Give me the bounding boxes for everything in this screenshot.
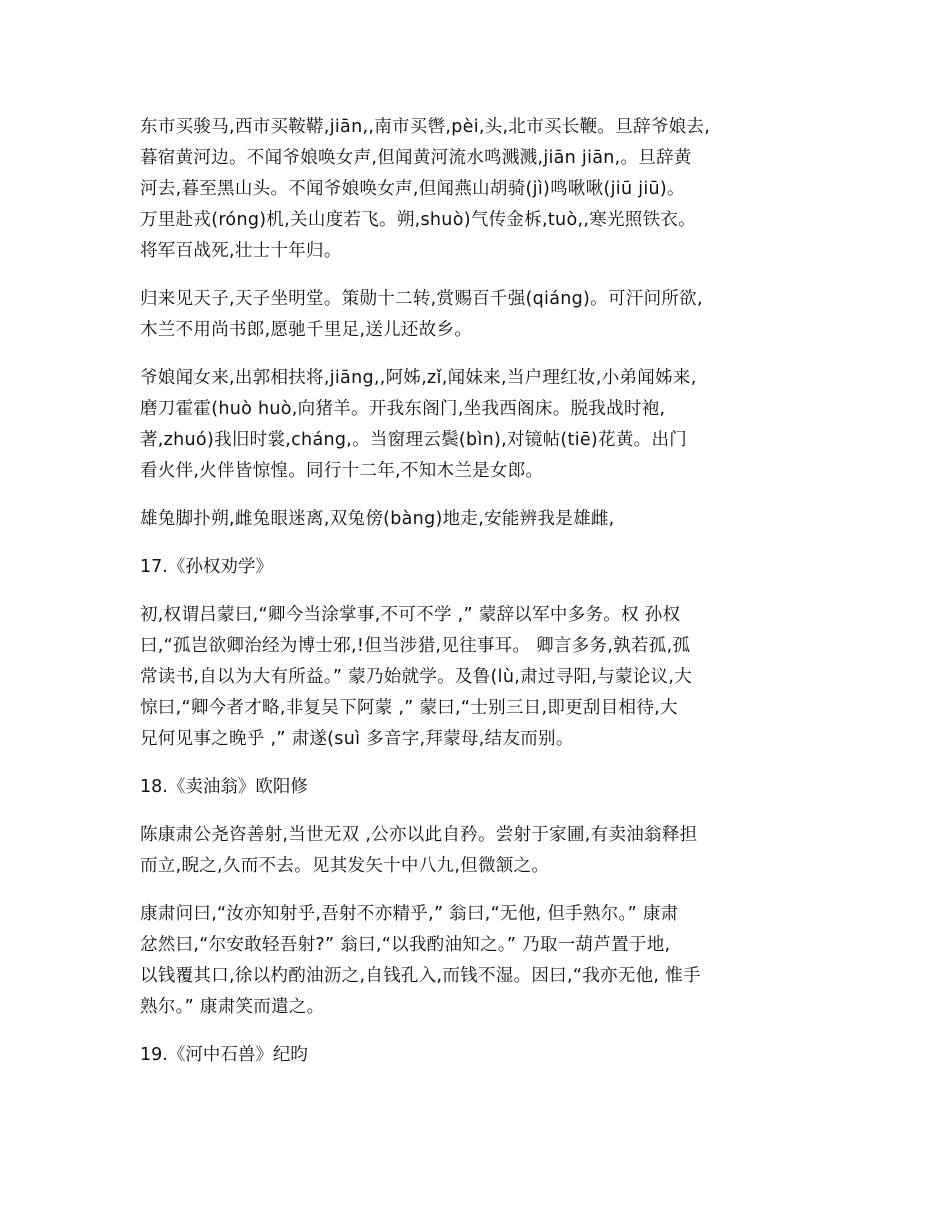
- paragraph-sunquan: [140, 600, 830, 755]
- text-line: 熟尔。” 康肃笑而遣之。: [140, 997, 325, 1017]
- text-line: 东市买骏马,西市买鞍鞯,jiān,,南市买辔,pèi,头,北市买长鞭。旦辞爷娘去,: [140, 117, 711, 137]
- paragraph-oilseller-2: [140, 899, 830, 1023]
- text-line: 爷娘闻女来,出郭相扶将,jiāng,,阿姊,zǐ,闻妹来,当户理红妆,小弟闻姊来,: [140, 368, 697, 388]
- text-line: 河去,暮至黑山头。不闻爷娘唤女声,但闻燕山胡骑(jì)鸣啾啾(jiū jiū)。: [140, 179, 685, 199]
- text-line: 暮宿黄河边。不闻爷娘唤女声,但闻黄河流水鸣溅溅,jiān jiān,。旦辞黄: [140, 148, 692, 168]
- text-line: 看火伴,火伴皆惊惶。同行十二年,不知木兰是女郎。: [140, 461, 544, 481]
- paragraph-mulan-rabbits: [140, 504, 830, 535]
- text-line: 以钱覆其口,徐以杓酌油沥之,自钱孔入,而钱不湿。因曰,“我亦无他, 惟手: [140, 966, 701, 986]
- text-line: 而立,睨之,久而不去。见其发矢十中八九,但微颔之。: [140, 856, 550, 876]
- text-line: 惊曰,“卿今者才略,非复吴下阿蒙 ,” 蒙曰,“士别三日,即更刮目相待,大: [140, 698, 678, 718]
- paragraph-oilseller-1: [140, 820, 830, 882]
- text-line: 万里赴戎(róng)机,关山度若飞。朔,shuò)气传金柝,tuò,,寒光照铁衣。: [140, 210, 696, 230]
- text-line: 将军百战死,壮士十年归。: [140, 241, 342, 261]
- text-line: 忿然曰,“尔安敢轻吾射?” 翁曰,“以我酌油知之。” 乃取一葫芦置于地,: [140, 935, 671, 955]
- text-line: 初,权谓吕蒙曰,“卿今当涂掌事,不可不学 ,” 蒙辞以军中多务。权 孙权: [140, 605, 681, 625]
- text-line: 康肃问曰,“汝亦知射乎,吾射不亦精乎,” 翁曰,“无他, 但手熟尔。” 康肃: [140, 904, 679, 924]
- paragraph-mulan-home: [140, 363, 830, 487]
- text-line: 归来见天子,天子坐明堂。策勋十二转,赏赐百千强(qiáng)。可汗问所欲,: [140, 289, 703, 309]
- document-page: [140, 112, 830, 1088]
- paragraph-mulan-market: [140, 112, 830, 267]
- text-line: 雄兔脚扑朔,雌兔眼迷离,双兔傍(bàng)地走,安能辨我是雄雌,: [140, 509, 615, 529]
- text-line: 陈康肃公尧咨善射,当世无双 ,公亦以此自矜。尝射于家圃,有卖油翁释担: [140, 825, 698, 845]
- text-line: 著,zhuó)我旧时裳,cháng,。当窗理云鬓(bìn),对镜帖(tiē)花黄。出门: [140, 430, 688, 450]
- text-line: 木兰不用尚书郎,愿驰千里足,送儿还故乡。: [140, 320, 473, 340]
- section-heading-18: 18.《卖油翁》欧阳修: [140, 777, 308, 797]
- text-line: 磨刀霍霍(huò huò,向猪羊。开我东阁门,坐我西阁床。脱我战时袍,: [140, 399, 666, 419]
- section-heading-17: 17.《孙权劝学》: [140, 557, 273, 577]
- text-line: 曰,“孤岂欲卿治经为博士邪,!但当涉猎,见往事耳。 卿言多务,孰若孤,孤: [140, 636, 691, 656]
- paragraph-mulan-return: [140, 284, 830, 346]
- text-line: 兄何见事之晚乎 ,” 肃遂(suì 多音字,拜蒙母,结友而别。: [140, 729, 574, 749]
- section-heading-19: 19.《河中石兽》纪昀: [140, 1045, 308, 1065]
- text-line: 常读书,自以为大有所益。” 蒙乃始就学。及鲁(lù,肃过寻阳,与蒙论议,大: [140, 667, 693, 687]
